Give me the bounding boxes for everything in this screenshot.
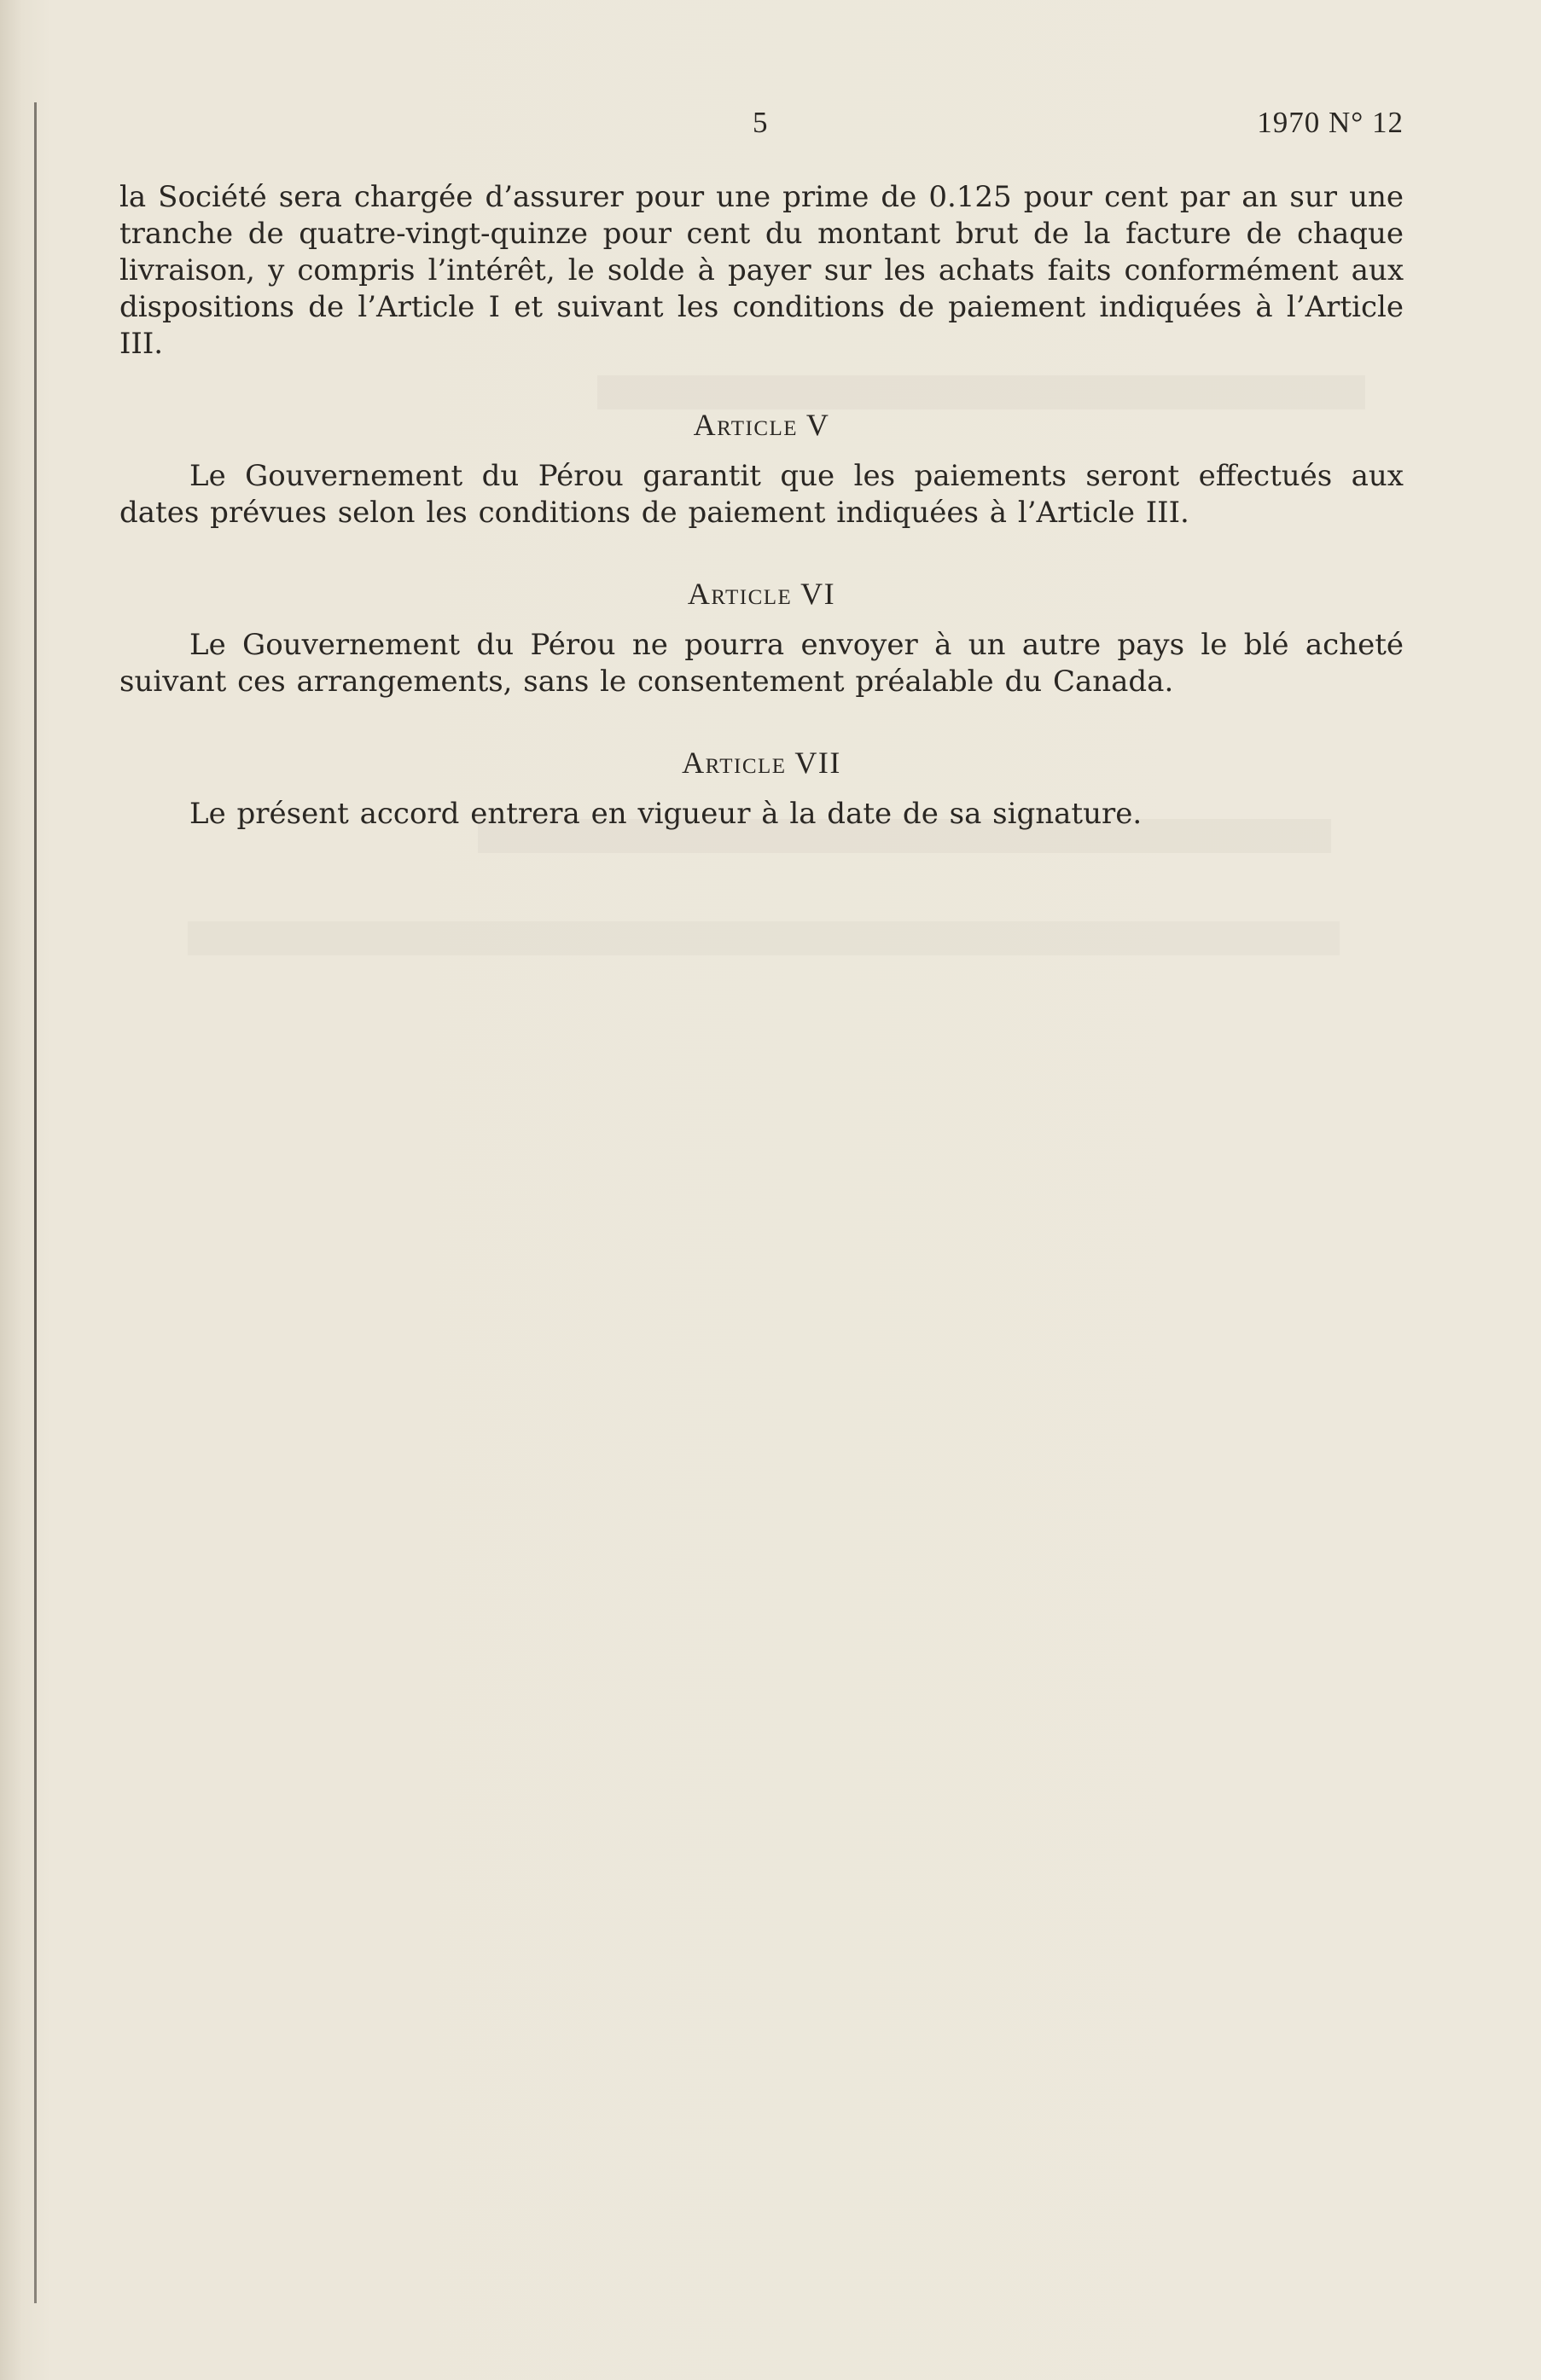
- article-heading: Article VII: [682, 746, 841, 780]
- continuation-paragraph: la Société sera chargée d’assurer pour une prime de 0.125 pour cent par an sur une tranche de quatre-vingt-quinze pour cent du montant brut de la facture de chaque livraison, y compris l’intérêt, le solde à payer sur les achats faits conformément aux dispositions de l’Article I et suivant les conditions de paiement indiquées à l’Article III.: [119, 180, 1404, 361]
- document-body: [119, 179, 1404, 833]
- article-paragraph: Le Gouvernement du Pérou garantit que les paiements seront effectués aux dates prévues selon les conditions de paiement indiquées à l’Article III.: [119, 459, 1404, 530]
- binding-gutter: [34, 102, 37, 2303]
- page-header: [119, 106, 1404, 157]
- page-number: 5: [753, 106, 768, 139]
- show-through-shadow: [188, 921, 1340, 955]
- article-heading: Article V: [693, 408, 830, 442]
- article-paragraph: Le présent accord entrera en vigueur à la date de sa signature.: [189, 797, 1143, 831]
- article-heading: Article VI: [687, 577, 836, 611]
- issue-reference: 1970 N° 12: [1257, 106, 1404, 139]
- article-paragraph: Le Gouvernement du Pérou ne pourra envoyer à un autre pays le blé acheté suivant ces arrangements, sans le consentement préalable du Canada.: [119, 628, 1404, 699]
